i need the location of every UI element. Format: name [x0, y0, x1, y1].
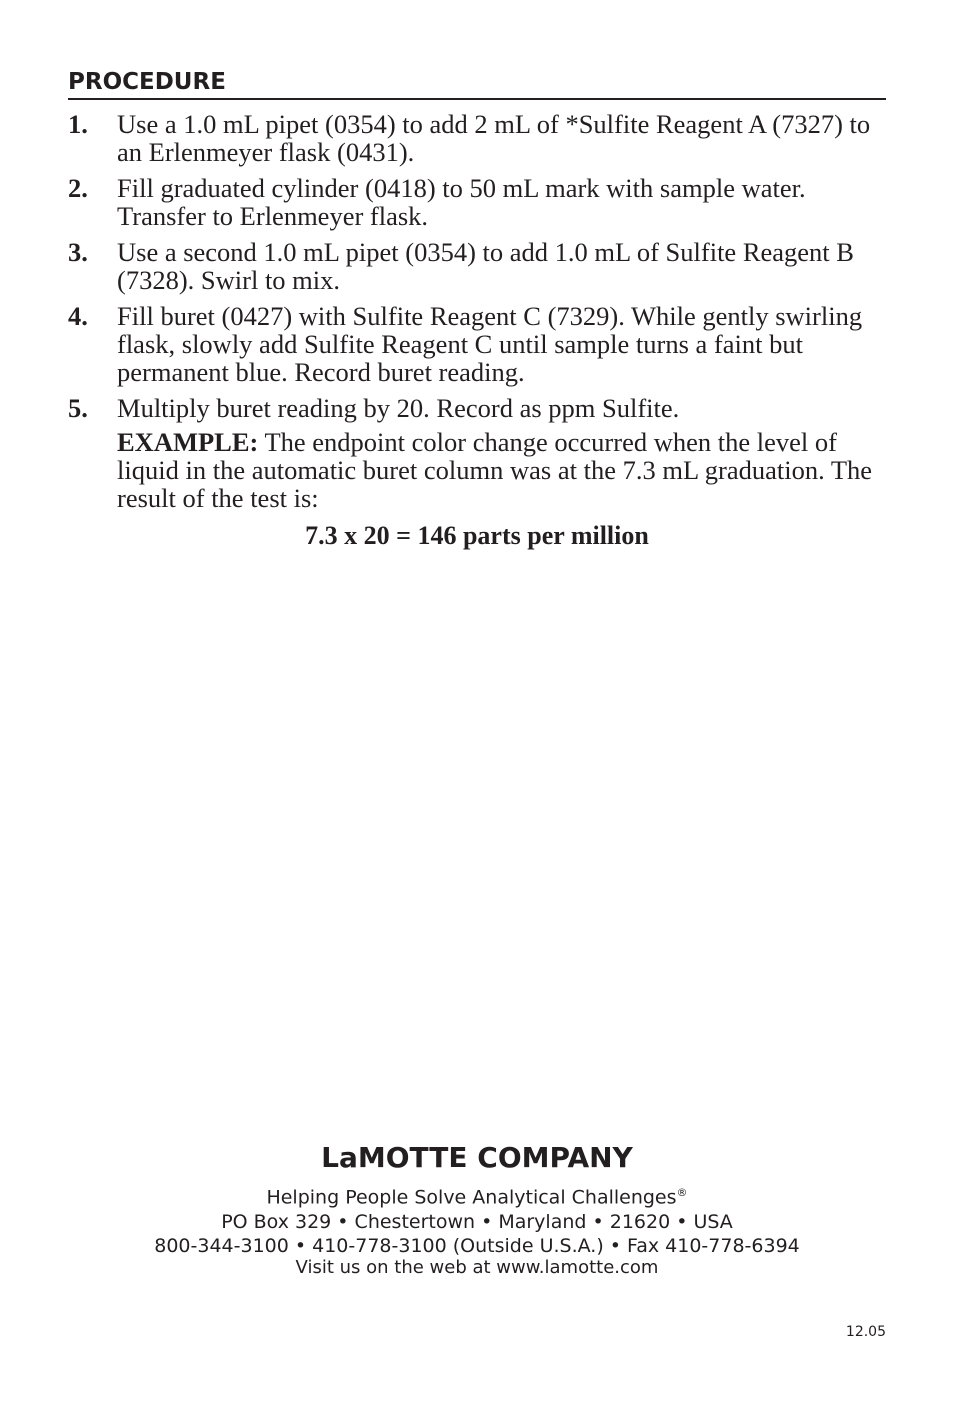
step-text: Multiply buret reading by 20. Record as ppm Sulfite.: [117, 393, 680, 423]
procedure-steps: [68, 110, 886, 550]
company-phones: 800-344-3100 • 410-778-3100 (Outside U.S.A.) • Fax 410-778-6394: [154, 1235, 800, 1257]
step-text: Use a second 1.0 mL pipet (0354) to add 1.0 mL of Sulfite Reagent B (7328). Swirl to mix.: [117, 237, 854, 295]
section-heading: PROCEDURE: [68, 66, 886, 100]
company-tagline: [0, 1180, 954, 1210]
step-5: [68, 394, 886, 422]
step-number: 4.: [68, 301, 88, 331]
step-1: [68, 110, 886, 166]
company-address: PO Box 329 • Chestertown • Maryland • 21620 • USA: [221, 1211, 733, 1233]
step-4: [68, 302, 886, 386]
tagline-text: Helping People Solve Analytical Challenges: [266, 1186, 677, 1209]
example-paragraph: [68, 428, 886, 512]
step-text: Fill buret (0427) with Sulfite Reagent C (7329). While gently swirling flask, slowly add Sulfite Reagent C until sample turns a faint but permanent blue. Record buret reading.: [117, 301, 863, 387]
example-label: EXAMPLE:: [117, 427, 259, 457]
step-number: 2.: [68, 173, 88, 203]
company-website: Visit us on the web at www.lamotte.com: [295, 1257, 659, 1278]
company-name: LaMOTTE COMPANY: [321, 1141, 633, 1174]
step-number: 3.: [68, 237, 88, 267]
registered-mark: ®: [676, 1186, 688, 1199]
revision-code: 12.05: [845, 1324, 886, 1340]
step-number: 5.: [68, 393, 88, 423]
step-text: Use a 1.0 mL pipet (0354) to add 2 mL of *Sulfite Reagent A (7327) to an Erlenmeyer flask (0431).: [117, 109, 871, 167]
example-text: The endpoint color change occurred when the level of liquid in the automatic buret column was at the 7.3 mL graduation. The result of the test is:: [117, 427, 873, 513]
step-text: Fill graduated cylinder (0418) to 50 mL mark with sample water. Transfer to Erlenmeyer flask.: [117, 173, 806, 231]
example-result: 7.3 x 20 = 146 parts per million: [305, 521, 649, 550]
step-number: 1.: [68, 109, 88, 139]
step-3: [68, 238, 886, 294]
step-2: [68, 174, 886, 230]
